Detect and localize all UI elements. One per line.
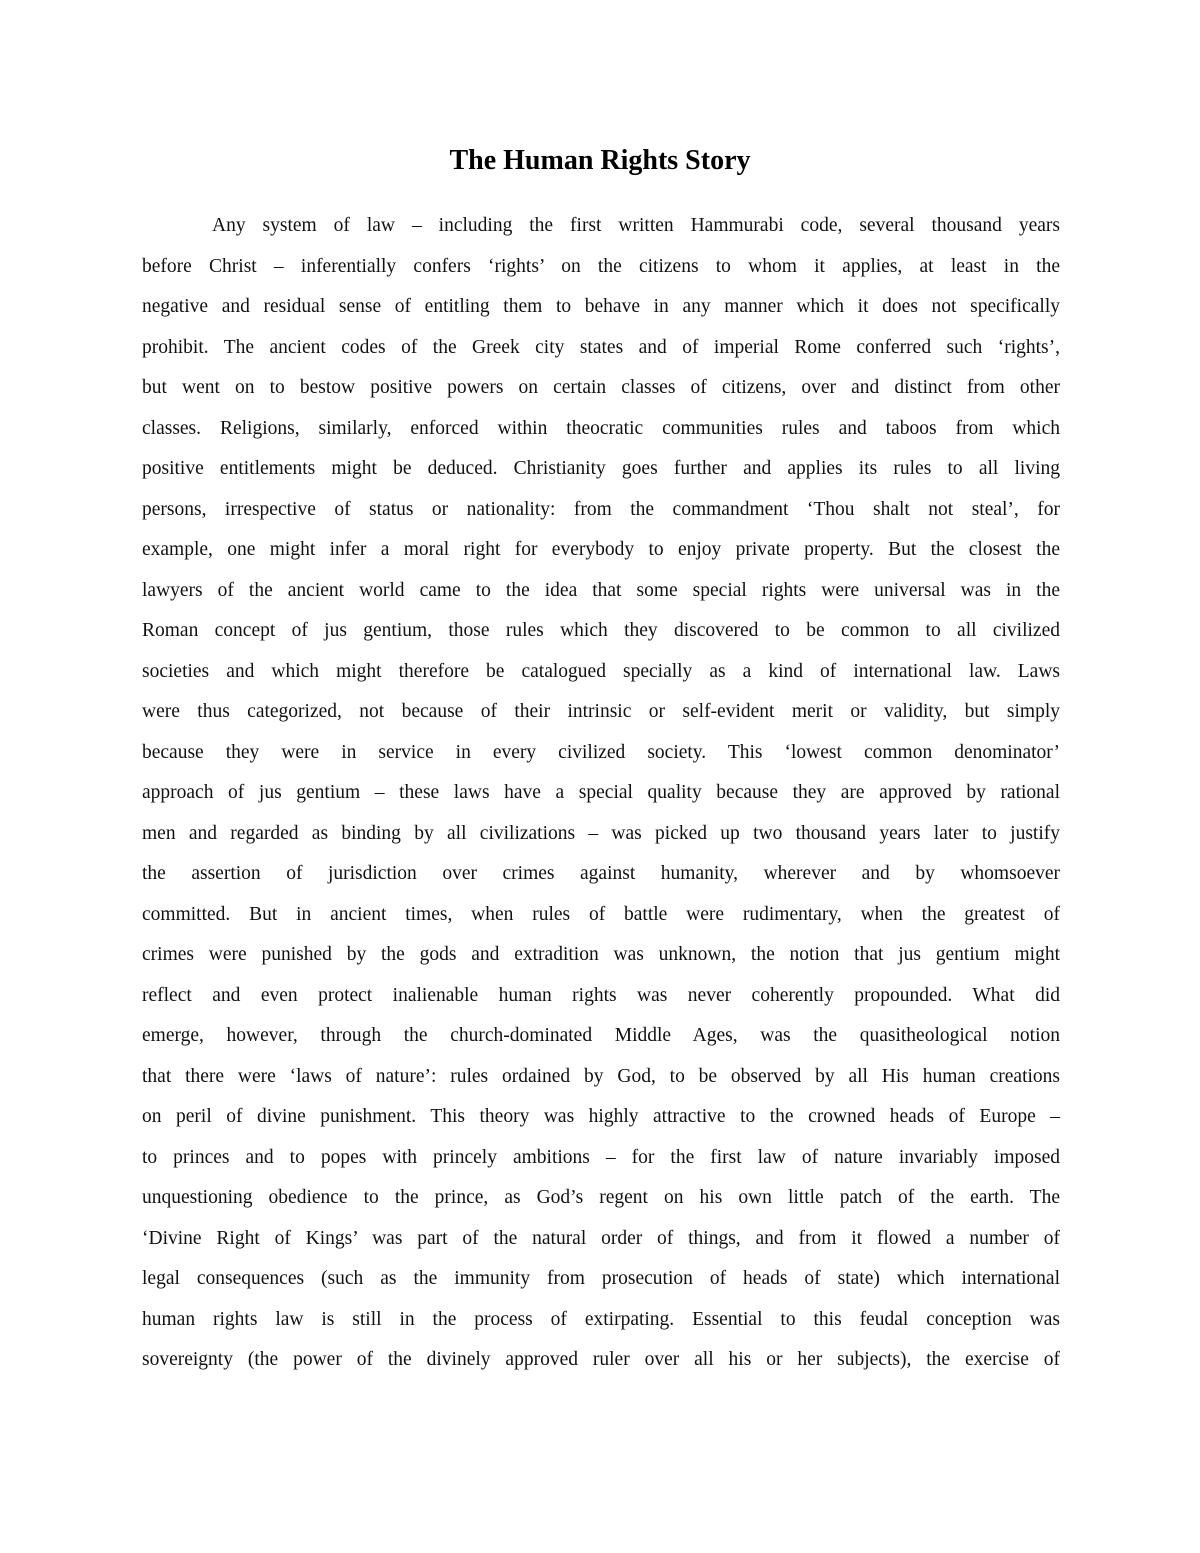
paragraph-line: ‘Divine Right of Kings’ was part of the natural order of things, and from it flowed a number of xyxy=(142,1227,1060,1249)
paragraph-line: unquestioning obedience to the prince, as God’s regent on his own little patch of the earth. The xyxy=(142,1187,1060,1208)
paragraph-line: Roman concept of jus gentium, those rules which they discovered to be common to all civilized xyxy=(142,620,1060,641)
paragraph-line: the assertion of jurisdiction over crimes against humanity, wherever and by whomsoever xyxy=(142,863,1060,884)
paragraph-line: classes. Religions, similarly, enforced within theocratic communities rules and taboos from which xyxy=(142,417,1060,439)
body-paragraph xyxy=(142,206,1060,1381)
paragraph-line: lawyers of the ancient world came to the idea that some special rights were universal was in the xyxy=(142,579,1060,601)
paragraph-line: Any system of law – including the first written Hammurabi code, several thousand years xyxy=(212,215,1060,236)
paragraph-line: before Christ – inferentially confers ‘rights’ on the citizens to whom it applies, at least in the xyxy=(142,255,1060,277)
paragraph-line: positive entitlements might be deduced. Christianity goes further and applies its rules to all living xyxy=(142,458,1060,479)
paragraph-line: approach of jus gentium – these laws have a special quality because they are approved by rational xyxy=(142,782,1060,803)
paragraph-line: prohibit. The ancient codes of the Greek city states and of imperial Rome conferred such ‘rights’, xyxy=(142,336,1060,358)
paragraph-line: reflect and even protect inalienable human rights was never coherently propounded. What did xyxy=(142,984,1060,1006)
paragraph-line: sovereignty (the power of the divinely approved ruler over all his or her subjects), the exercise of xyxy=(142,1349,1060,1370)
paragraph-line: negative and residual sense of entitling them to behave in any manner which it does not specifically xyxy=(142,296,1060,317)
paragraph-line: but went on to bestow positive powers on certain classes of citizens, over and distinct from other xyxy=(142,377,1060,398)
paragraph-line: example, one might infer a moral right for everybody to enjoy private property. But the closest the xyxy=(142,539,1060,560)
paragraph-line: men and regarded as binding by all civilizations – was picked up two thousand years later to justify xyxy=(142,822,1060,844)
document-title: The Human Rights Story xyxy=(449,145,751,176)
paragraph-line: committed. But in ancient times, when rules of battle were rudimentary, when the greatest of xyxy=(142,903,1060,925)
paragraph-line: to princes and to popes with princely ambitions – for the first law of nature invariably imposed xyxy=(142,1146,1060,1168)
paragraph-line: societies and which might therefore be catalogued specially as a kind of international law. Laws xyxy=(142,660,1060,682)
paragraph-line: that there were ‘laws of nature’: rules ordained by God, to be observed by all His human creations xyxy=(142,1065,1060,1087)
paragraph-line: were thus categorized, not because of their intrinsic or self-evident merit or validity, but simply xyxy=(142,701,1060,722)
paragraph-line: emerge, however, through the church-dominated Middle Ages, was the quasitheological notion xyxy=(142,1025,1060,1046)
paragraph-line: on peril of divine punishment. This theory was highly attractive to the crowned heads of Europe – xyxy=(142,1106,1060,1127)
paragraph-line: persons, irrespective of status or nationality: from the commandment ‘Thou shalt not steal’, for xyxy=(142,498,1060,520)
paragraph-line: crimes were punished by the gods and extradition was unknown, the notion that jus gentium might xyxy=(142,944,1060,965)
paragraph-line: because they were in service in every civilized society. This ‘lowest common denominator’ xyxy=(142,741,1060,763)
paragraph-line: human rights law is still in the process of extirpating. Essential to this feudal conception was xyxy=(142,1308,1060,1330)
paragraph-line: legal consequences (such as the immunity from prosecution of heads of state) which international xyxy=(142,1268,1060,1289)
